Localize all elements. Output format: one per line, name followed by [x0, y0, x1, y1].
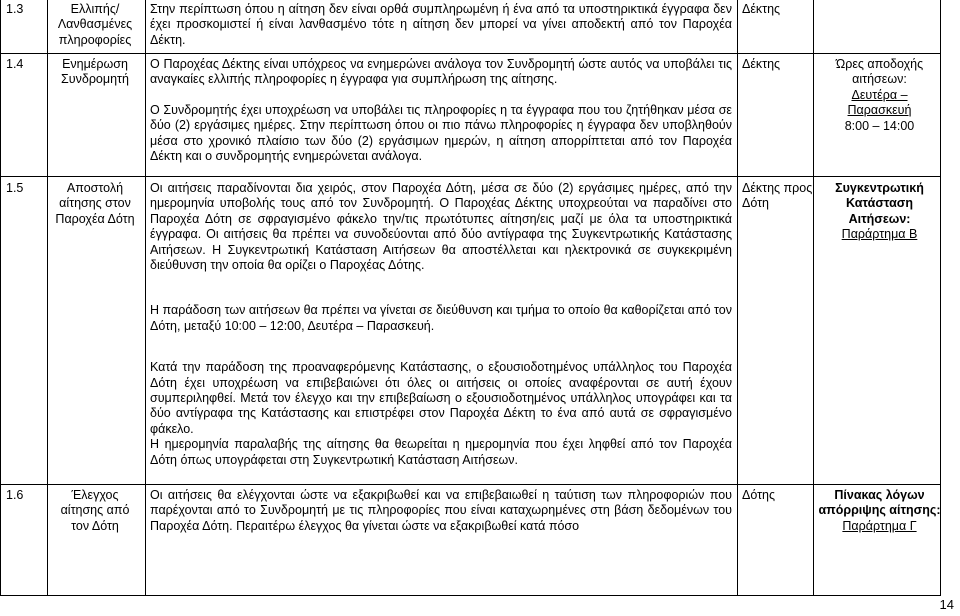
- row-number: 1.3: [6, 2, 24, 16]
- note-hours: 8:00 – 14:00: [844, 118, 915, 133]
- responsible-party: Δέκτης: [742, 57, 781, 71]
- note-label: Ώρες αποδοχής αιτήσεων:: [835, 57, 924, 87]
- responsible-party: Δέκτης: [742, 2, 781, 16]
- table-border-left: [0, 0, 1, 596]
- description-paragraph: Οι αιτήσεις παραδίνονται δια χειρός, στον Παροχέα Δότη, μέσα σε δύο (2) εργάσιμες ημέρες, από την ημερομηνία υποβολής τους από τον Συνδρομητή. Ο Παροχέας Δέκτης υποχρεούται να παραδίνει στο Παροχέα Δότη σε σφραγισμένο φάκελο την/τις πρωτότυπες αίτηση/εις μαζί με όλα τα υποστηρικτικά έγγραφα. Οι αιτήσεις θα πρέπει να συνοδεύονται από δύο αντίγραφα της Συγκεντρωτικής Κατάστασης Αιτήσεων. Η Συγκεντρωτική Κατάσταση Αιτήσεων θα αποστέλλεται και ηλεκτρονικά σε συγκεκριμένη διεύθυνση την οποία θα ορίζει ο Παροχέας Δότης.: [150, 181, 732, 273]
- step-title: Αποστολή αίτησης στον Παροχέα Δότη: [55, 181, 135, 226]
- description-paragraph: Ο Συνδρομητής έχει υποχρέωση να υποβάλει τις πληροφορίες η τα έγγραφα που του ζητήθηκαν μέσα σε δύο (2) εργάσιμες ημέρες. Στην περίπτωση όπου οι πιο πάνω πληροφορίες η έγγραφα δεν υποβληθούν μέσα στο χρονικό πλαίσιο των δύο (2) εργάσιμων ημερών, η αίτηση απορρίπτεται από τον Παροχέα Δέκτη και ο συνδρομητής ενημερώνεται ανάλογα.: [150, 102, 732, 164]
- step-description: Οι αιτήσεις θα ελέγχονται ώστε να εξακριβωθεί και να επιβεβαιωθεί η ταύτιση των πληροφοριών που παρέχονται από το Συνδρομητή με τις πληροφορίες που είναι καταχωρημένες στη βάση δεδομένων του Παροχέα Δότη. Περαιτέρω έλεγχος θα γίνεται ώστε να εξακριβωθεί κατά πόσο: [150, 488, 732, 533]
- row-divider-3: [0, 484, 941, 485]
- column-divider-3: [737, 0, 738, 596]
- note-appendix: Παράρτημα Β: [841, 227, 918, 242]
- row-divider-1: [0, 53, 941, 54]
- row-number: 1.4: [6, 57, 24, 71]
- responsible-party: Δέκτης προς Δότη: [742, 181, 813, 211]
- row-divider-2: [0, 176, 941, 177]
- page-number: 14: [939, 596, 954, 612]
- notes-cell: [818, 57, 941, 134]
- note-label: Συγκεντρωτική Κατάσταση Αιτήσεων:: [835, 181, 924, 226]
- table-border-bottom: [0, 595, 941, 596]
- description-paragraph: Η ημερομηνία παραλαβής της αίτησης θα θεωρείται η ημερομηνία που έχει ληφθεί από τον Παροχέα Δότη όπως υπογράφεται στη Συγκεντρωτική Κατάσταση Αιτήσεων.: [150, 437, 732, 467]
- column-divider-4: [813, 0, 814, 596]
- notes-cell: [818, 488, 941, 534]
- row-number: 1.5: [6, 181, 24, 195]
- step-title: Ενημέρωση Συνδρομητή: [61, 57, 129, 87]
- row-number: 1.6: [6, 488, 24, 502]
- column-divider-2: [145, 0, 146, 596]
- description-paragraph: Κατά την παράδοση της προαναφερόμενης Κατάστασης, ο εξουσιοδοτημένος υπάλληλος του Παροχέα Δότη έχει υποχρέωση να επιβεβαιώνει ότι όλες οι αιτήσεις οι οποίες αναφέρονται σε αυτή έχουν συμπεριληφθεί. Μετά τον έλεγχο και την επιβεβαίωση ο εξουσιοδοτημένος υπάλληλος υπογράφει και τα δύο αντίγραφα της Κατάστασης και επιστρέφει στον Παροχέα Δέκτη το ένα από αυτά σε σφραγισμένο φάκελο.: [150, 360, 732, 436]
- column-divider-1: [47, 0, 48, 596]
- step-description: Στην περίπτωση όπου η αίτηση δεν είναι ορθά συμπληρωμένη ή ένα από τα υποστηρικτικά έγγραφα δεν έχει προσκομιστεί ή είναι λανθασμένο τότε η αίτηση δεν μπορεί να γίνει αποδεκτή από τον Παροχέα Δέκτη.: [150, 2, 732, 47]
- note-label: Πίνακας λόγων απόρριψης αίτησης:: [818, 488, 941, 518]
- step-title: Έλεγχος αίτησης από τον Δότη: [60, 488, 130, 533]
- step-title: Ελλιπής/ Λανθασμένες πληροφορίες: [57, 2, 133, 47]
- step-description: [150, 181, 732, 468]
- responsible-party: Δότης: [742, 488, 776, 502]
- step-description: [150, 57, 732, 164]
- note-appendix: Παράρτημα Γ: [842, 518, 917, 533]
- notes-cell: [818, 181, 941, 243]
- note-days: Δευτέρα – Παρασκευή: [847, 87, 912, 118]
- description-paragraph: Η παράδοση των αιτήσεων θα πρέπει να γίνεται σε διεύθυνση και τμήμα το οποίο θα καθορίζεται από τον Δότη, μεταξύ 10:00 – 12:00, Δευτέρα – Παρασκευή.: [150, 303, 732, 333]
- description-paragraph: Ο Παροχέας Δέκτης είναι υπόχρεος να ενημερώνει ανάλογα τον Συνδρομητή ώστε αυτός να υποβάλει τις αναγκαίες ελλιπής πληροφορίες η έγγραφα για συμπλήρωση της αίτησης.: [150, 57, 732, 87]
